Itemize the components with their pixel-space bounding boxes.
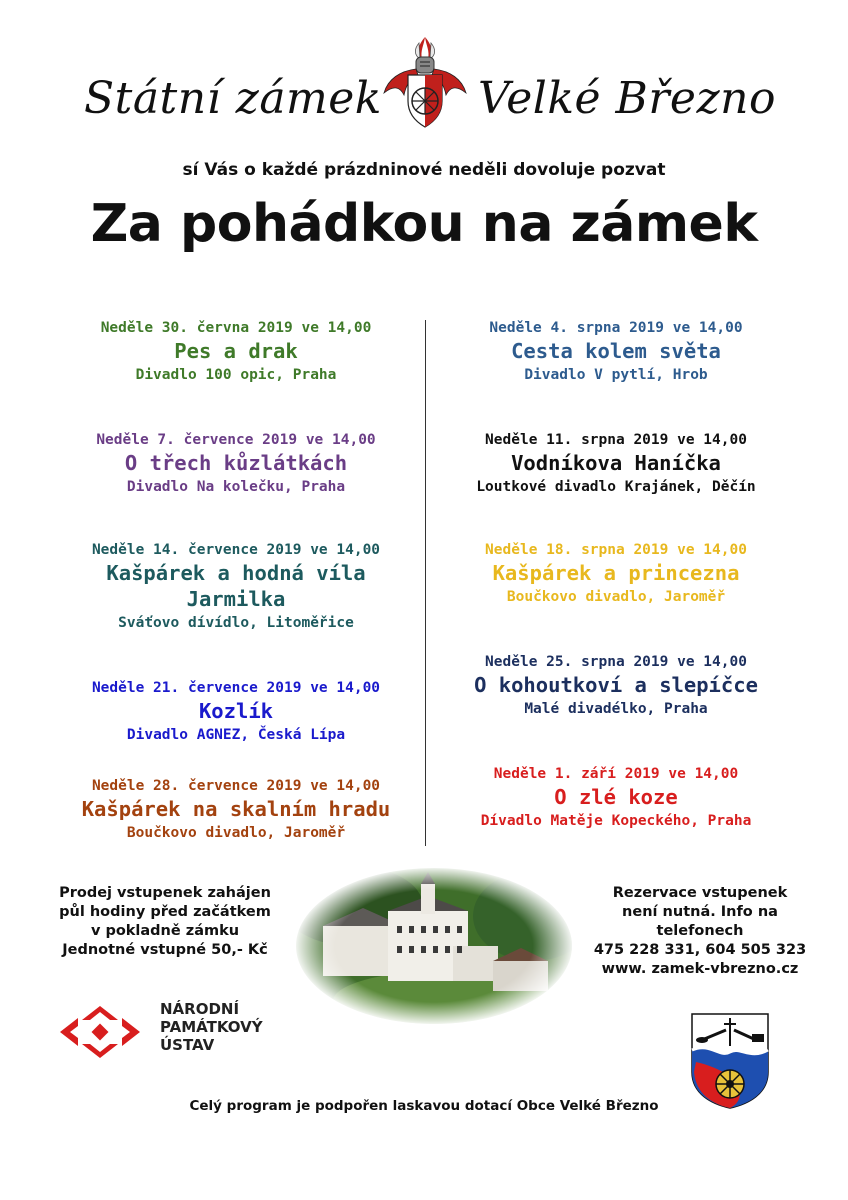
event-date: Neděle 18. srpna 2019 ve 14,00 xyxy=(485,542,747,558)
event-title: Pes a drak xyxy=(174,339,298,363)
event-item xyxy=(56,776,416,844)
header xyxy=(0,35,848,135)
reservation-info-line: Rezervace vstupenek xyxy=(612,885,788,901)
event-theatre: Divadlo V pytlí, Hrob xyxy=(524,367,708,383)
event-title: Cesta kolem světa xyxy=(511,339,721,363)
npu-logo-icon xyxy=(60,1006,140,1058)
event-item xyxy=(56,678,416,746)
event-item xyxy=(436,764,796,832)
npu-line: PAMÁTKOVÝ xyxy=(160,1018,263,1036)
castle-coat-of-arms-icon xyxy=(380,35,470,130)
event-title: Kašpárek a hodná víla xyxy=(106,561,366,585)
npu-line: NÁRODNÍ xyxy=(160,1000,240,1018)
event-date: Neděle 30. června 2019 ve 14,00 xyxy=(100,320,372,336)
event-date: Neděle 28. července 2019 ve 14,00 xyxy=(91,778,381,794)
event-date: Neděle 14. července 2019 ve 14,00 xyxy=(91,542,381,558)
footer-note: Celý program je podpořen laskavou dotací Obce Velké Březno xyxy=(189,1098,659,1114)
reservation-info-line: telefonech xyxy=(656,923,744,939)
column-divider xyxy=(425,320,426,846)
castle-aerial-photo xyxy=(293,866,575,1026)
event-title: Vodníkova Haníčka xyxy=(511,451,721,475)
event-item xyxy=(436,540,796,608)
npu-logo xyxy=(60,1000,263,1060)
event-theatre: Divadlo 100 opic, Praha xyxy=(135,367,337,383)
event-title: Kozlík xyxy=(198,699,274,723)
event-theatre: Boučkovo divadlo, Jaroměř xyxy=(506,589,726,605)
event-title: O kohoutkoví a slepíčce xyxy=(474,673,758,697)
event-title: Kašpárek na skalním hradu xyxy=(81,797,391,821)
reservation-info-line: není nutná. Info na xyxy=(622,904,778,920)
event-date: Neděle 11. srpna 2019 ve 14,00 xyxy=(485,432,747,448)
ticket-info-line: půl hodiny před začátkem xyxy=(59,904,271,920)
event-theatre: Boučkovo divadlo, Jaroměř xyxy=(126,825,346,841)
event-title-line2: Jarmilka xyxy=(186,587,286,611)
npu-line: ÚSTAV xyxy=(160,1036,215,1054)
event-theatre: Dívadlo Matěje Kopeckého, Praha xyxy=(480,813,752,829)
ticket-info-line: Jednotné vstupné 50,- Kč xyxy=(62,942,268,958)
event-title: O třech kůzlátkách xyxy=(124,451,348,475)
ticket-info-line: v pokladně zámku xyxy=(90,923,240,939)
event-date: Neděle 25. srpna 2019 ve 14,00 xyxy=(485,654,747,670)
website-link: www. zamek-vbrezno.cz xyxy=(601,961,799,977)
event-item xyxy=(56,430,416,498)
event-date: Neděle 7. července 2019 ve 14,00 xyxy=(96,432,376,448)
event-theatre: Malé divadélko, Praha xyxy=(524,701,708,717)
event-title: Kašpárek a princezna xyxy=(492,561,740,585)
page-title: Za pohádkou na zámek xyxy=(90,194,758,254)
npu-name xyxy=(160,1000,263,1054)
event-item xyxy=(436,430,796,498)
header-left-title: Státní zámek xyxy=(84,73,382,124)
event-date: Neděle 1. září 2019 ve 14,00 xyxy=(493,766,739,782)
event-item xyxy=(56,540,416,634)
event-theatre: Loutkové divadlo Krajánek, Děčín xyxy=(476,479,756,495)
event-date: Neděle 21. července 2019 ve 14,00 xyxy=(91,680,381,696)
ticket-info-line: Prodej vstupenek zahájen xyxy=(59,885,271,901)
event-theatre: Divadlo Na kolečku, Praha xyxy=(126,479,346,495)
event-item xyxy=(56,318,416,386)
event-title: O zlé koze xyxy=(554,785,678,809)
velke-brezno-coat-of-arms-icon xyxy=(690,1012,770,1110)
invite-line: sí Vás o každé prázdninové neděli dovoluje pozvat xyxy=(182,160,666,180)
event-theatre: Divadlo AGNEZ, Česká Lípa xyxy=(126,727,346,743)
event-date: Neděle 4. srpna 2019 ve 14,00 xyxy=(489,320,743,336)
phone-numbers: 475 228 331, 604 505 323 xyxy=(593,942,807,958)
event-item xyxy=(436,318,796,386)
reservation-info xyxy=(575,884,825,979)
ticket-info xyxy=(40,884,290,960)
header-right-title: Velké Březno xyxy=(478,73,776,124)
event-theatre: Sváťovo dívídlo, Litoměřice xyxy=(118,615,354,631)
event-item xyxy=(436,652,796,720)
